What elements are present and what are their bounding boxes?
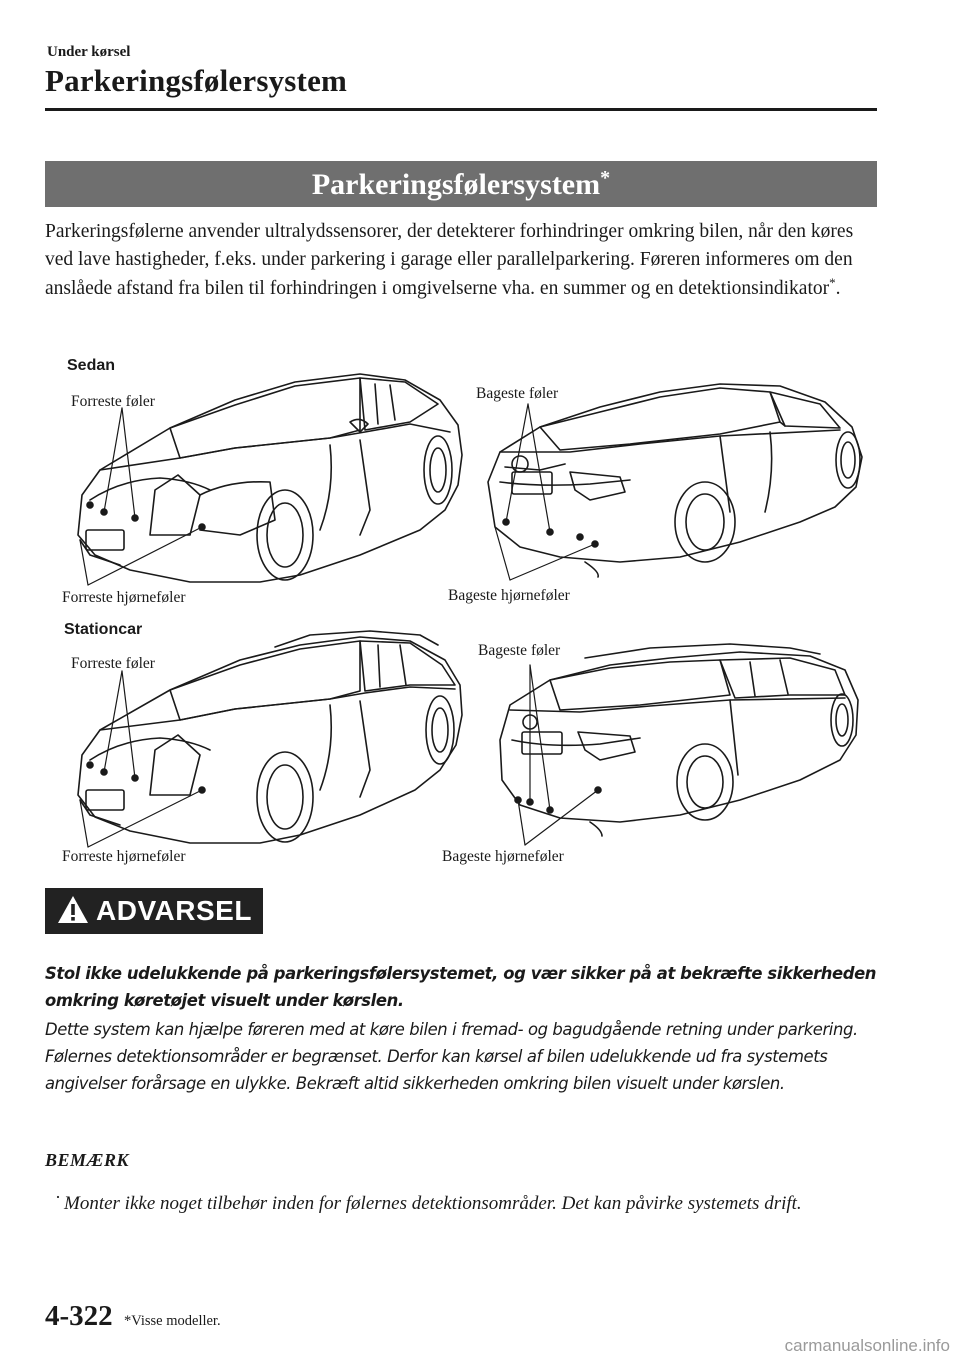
sedan-front-sensor-label: Forreste føler — [71, 393, 155, 410]
sedan-heading: Sedan — [67, 357, 116, 374]
note-text: Monter ikke noget tilbehør inden for følernes detektionsområder. Det kan påvirke systemets drift. — [64, 1193, 802, 1214]
note-heading: BEMÆRK — [45, 1150, 130, 1170]
warning-bold-text: Stol ikke udelukkende på parkeringsfølersystemet, og vær sikker på at bekræfte sikkerheden omkring køretøjet visuelt under kørslen. — [45, 964, 877, 1010]
sedan-front-corner-sensor-label: Forreste hjørneføler — [62, 589, 186, 606]
page-number: 4-322 — [45, 1300, 113, 1332]
wagon-front-corner-sensor-label: Forreste hjørneføler — [62, 848, 186, 865]
intro-text: Parkeringsfølerne anvender ultralydssensorer, der detekterer forhindringer omkring bilen, når den køres ved lave hastigheder, f.eks. under parkering i garage eller parallelparkering. Føreren informeres om den anslåede afstand fra bilen til forhindringen i omgivelserne vha. en summer og en detektionsindikator — [45, 221, 854, 299]
watermark: carmanualsonline.info — [784, 1336, 950, 1355]
warning-label: ADVARSEL — [96, 895, 252, 926]
intro-end: . — [835, 277, 841, 299]
sedan-rear-sensor-label: Bageste føler — [476, 385, 559, 402]
section-label: Under kørsel — [47, 44, 131, 60]
wagon-front-sensor-label: Forreste føler — [71, 655, 155, 672]
header-rule — [45, 108, 877, 111]
wagon-rear-corner-sensor-label: Bageste hjørneføler — [442, 848, 564, 865]
warning-triangle-icon — [56, 894, 90, 926]
intro-footnote-mark: * — [829, 274, 836, 290]
footnote: *Visse modeller. — [124, 1313, 221, 1329]
note-bullet: · — [55, 1187, 61, 1207]
intro-paragraph — [45, 218, 885, 303]
sedan-rear-illustration — [480, 372, 880, 592]
warning-body-text: Dette system kan hjælpe føreren med at køre bilen i fremad- og bagudgående retning under parkering. Følernes detektionsområder er begrænset. Derfor kan kørsel af bilen udelukkende ud fra systemets angivelser forårsage en ulykke. Bekræft altid sikkerheden omkring bilen visuelt under kørslen. — [45, 1020, 858, 1093]
banner-title: Parkeringsfølersystem — [311, 168, 601, 201]
wagon-rear-sensor-label: Bageste føler — [478, 642, 561, 659]
section-banner — [45, 161, 877, 207]
sedan-rear-corner-sensor-label: Bageste hjørneføler — [448, 587, 570, 604]
banner-footnote-mark: * — [600, 167, 611, 189]
wagon-rear-illustration — [490, 640, 870, 850]
wagon-heading: Stationcar — [64, 621, 143, 638]
page-title: Parkeringsfølersystem — [45, 63, 348, 98]
